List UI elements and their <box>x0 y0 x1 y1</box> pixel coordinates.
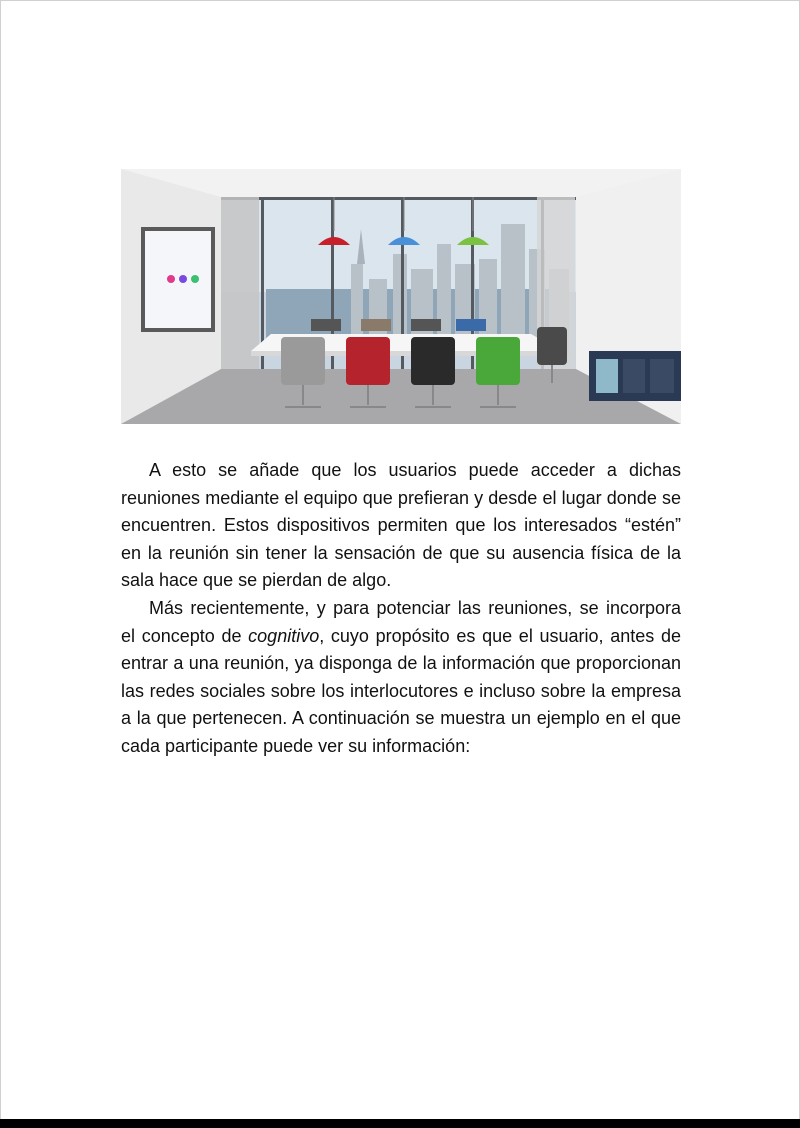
meeting-room-illustration <box>121 169 681 424</box>
body-text <box>121 457 681 761</box>
paragraph-2-after: , cuyo propósito es que el usuario, antes de entrar a una reunión, ya disponga de la información que proporcionan las redes sociales sobre los interlocutores e incluso sobre la empresa a la que pertenecen. A continuación se muestra un ejemplo en el que cada participante puede ver su información: <box>121 625 681 756</box>
meeting-room-photo <box>121 169 681 424</box>
paragraph-1: A esto se añade que los usuarios puede acceder a dichas reuniones mediante el equipo que prefieran y desde el lugar donde se encuentren. Estos dispositivos permiten que los interesados “estén” en la reunión sin tener la sensación de que su ausencia física de la sala hace que se pierdan de algo. <box>121 460 681 591</box>
bottom-edge-bar <box>0 1119 800 1128</box>
paragraph-2-before: Más recientemente, y para potenciar las reuniones, se incorpora el concepto de <box>121 597 681 646</box>
paragraph-2-italic: cognitivo <box>248 625 320 646</box>
paragraph-2 <box>121 595 681 761</box>
